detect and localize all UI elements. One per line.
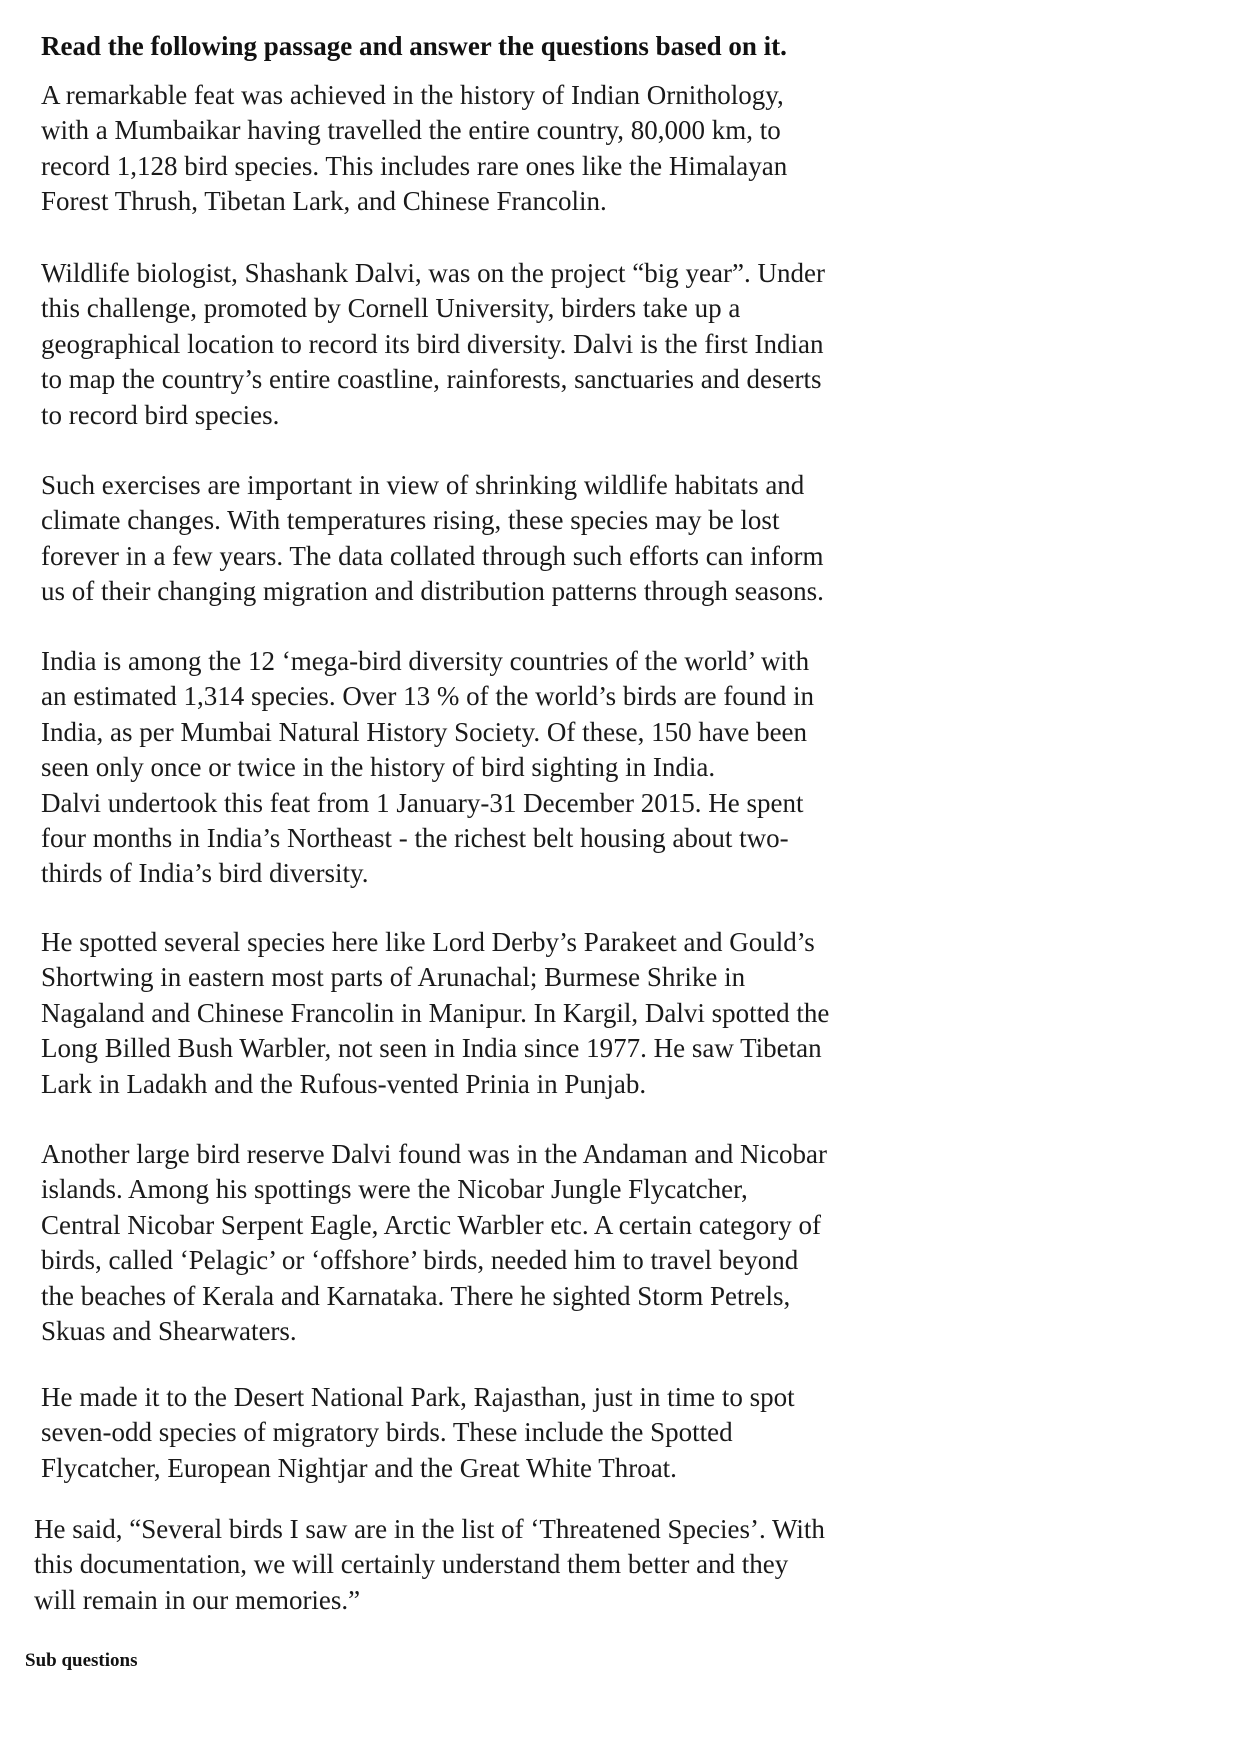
paragraph-line: Wildlife biologist, Shashank Dalvi, was on the project “big year”. Under <box>41 258 825 288</box>
passage-paragraph-8 <box>34 1512 934 1618</box>
passage-paragraph-3 <box>41 468 941 610</box>
paragraph-line: birds, called ‘Pelagic’ or ‘offshore’ birds, needed him to travel beyond <box>41 1245 799 1276</box>
paragraph-line: climate changes. With temperatures rising, these species may be lost <box>41 505 780 536</box>
paragraph-line: record 1,128 bird species. This includes rare ones like the Himalayan <box>41 150 788 181</box>
paragraph-line: thirds of India’s bird diversity. <box>41 858 369 889</box>
paragraph-line: to map the country’s entire coastline, rainforests, sanctuaries and deserts <box>41 364 822 395</box>
passage-paragraph-6 <box>41 1137 941 1349</box>
paragraph-line: the beaches of Kerala and Karnataka. There he sighted Storm Petrels, <box>41 1280 791 1311</box>
passage-paragraph-4 <box>41 644 941 892</box>
paragraph-line: Nagaland and Chinese Francolin in Manipur. In Kargil, Dalvi spotted the <box>41 997 830 1028</box>
paragraph-line: Central Nicobar Serpent Eagle, Arctic Warbler etc. A certain category of <box>41 1209 821 1240</box>
passage-paragraph-2 <box>41 256 941 433</box>
paragraph-line: Lark in Ladakh and the Rufous-vented Prinia in Punjab. <box>41 1068 647 1099</box>
paragraph-line: an estimated 1,314 species. Over 13 % of the world’s birds are found in <box>41 681 815 712</box>
paragraph-line: He said, “Several birds I saw are in the list of ‘Threatened Species’. With <box>34 1514 825 1544</box>
passage-instruction-heading: Read the following passage and answer the questions based on it. <box>41 31 787 61</box>
paragraph-line: India is among the 12 ‘mega-bird diversity countries of the world’ with <box>41 646 810 676</box>
paragraph-line: Dalvi undertook this feat from 1 January-31 December 2015. He spent <box>41 787 804 818</box>
paragraph-line: this documentation, we will certainly understand them better and they <box>34 1549 789 1580</box>
paragraph-line: this challenge, promoted by Cornell University, birders take up a <box>41 293 741 324</box>
passage-paragraph-7 <box>41 1380 941 1486</box>
sub-questions-label: Sub questions <box>25 1650 138 1671</box>
passage-paragraph-1 <box>41 78 941 220</box>
paragraph-line: Another large bird reserve Dalvi found was in the Andaman and Nicobar <box>41 1139 828 1169</box>
paragraph-line: geographical location to record its bird diversity. Dalvi is the first Indian <box>41 328 824 359</box>
paragraph-line: Shortwing in eastern most parts of Arunachal; Burmese Shrike in <box>41 962 746 993</box>
paragraph-line: to record bird species. <box>41 399 280 430</box>
paragraph-line: with a Mumbaikar having travelled the entire country, 80,000 km, to <box>41 115 781 146</box>
paragraph-line: seen only once or twice in the history of bird sighting in India. <box>41 752 716 783</box>
paragraph-line: Long Billed Bush Warbler, not seen in India since 1977. He saw Tibetan <box>41 1033 822 1064</box>
paragraph-line: India, as per Mumbai Natural History Society. Of these, 150 have been <box>41 716 808 747</box>
paragraph-line: He spotted several species here like Lord Derby’s Parakeet and Gould’s <box>41 927 815 957</box>
paragraph-line: Such exercises are important in view of shrinking wildlife habitats and <box>41 470 805 500</box>
paragraph-line: islands. Among his spottings were the Nicobar Jungle Flycatcher, <box>41 1174 748 1205</box>
paragraph-line: will remain in our memories.” <box>34 1584 361 1615</box>
paragraph-line: He made it to the Desert National Park, Rajasthan, just in time to spot <box>41 1382 795 1412</box>
paragraph-line: seven-odd species of migratory birds. These include the Spotted <box>41 1417 733 1448</box>
paragraph-line: Skuas and Shearwaters. <box>41 1316 297 1347</box>
paragraph-line: Forest Thrush, Tibetan Lark, and Chinese Francolin. <box>41 186 607 217</box>
paragraph-line: us of their changing migration and distribution patterns through seasons. <box>41 576 824 607</box>
paragraph-line: A remarkable feat was achieved in the history of Indian Ornithology, <box>41 80 784 110</box>
paragraph-line: forever in a few years. The data collated through such efforts can inform <box>41 540 824 571</box>
passage-paragraph-5 <box>41 925 941 1102</box>
paragraph-line: Flycatcher, European Nightjar and the Great White Throat. <box>41 1452 677 1483</box>
paragraph-line: four months in India’s Northeast - the richest belt housing about two- <box>41 823 789 854</box>
